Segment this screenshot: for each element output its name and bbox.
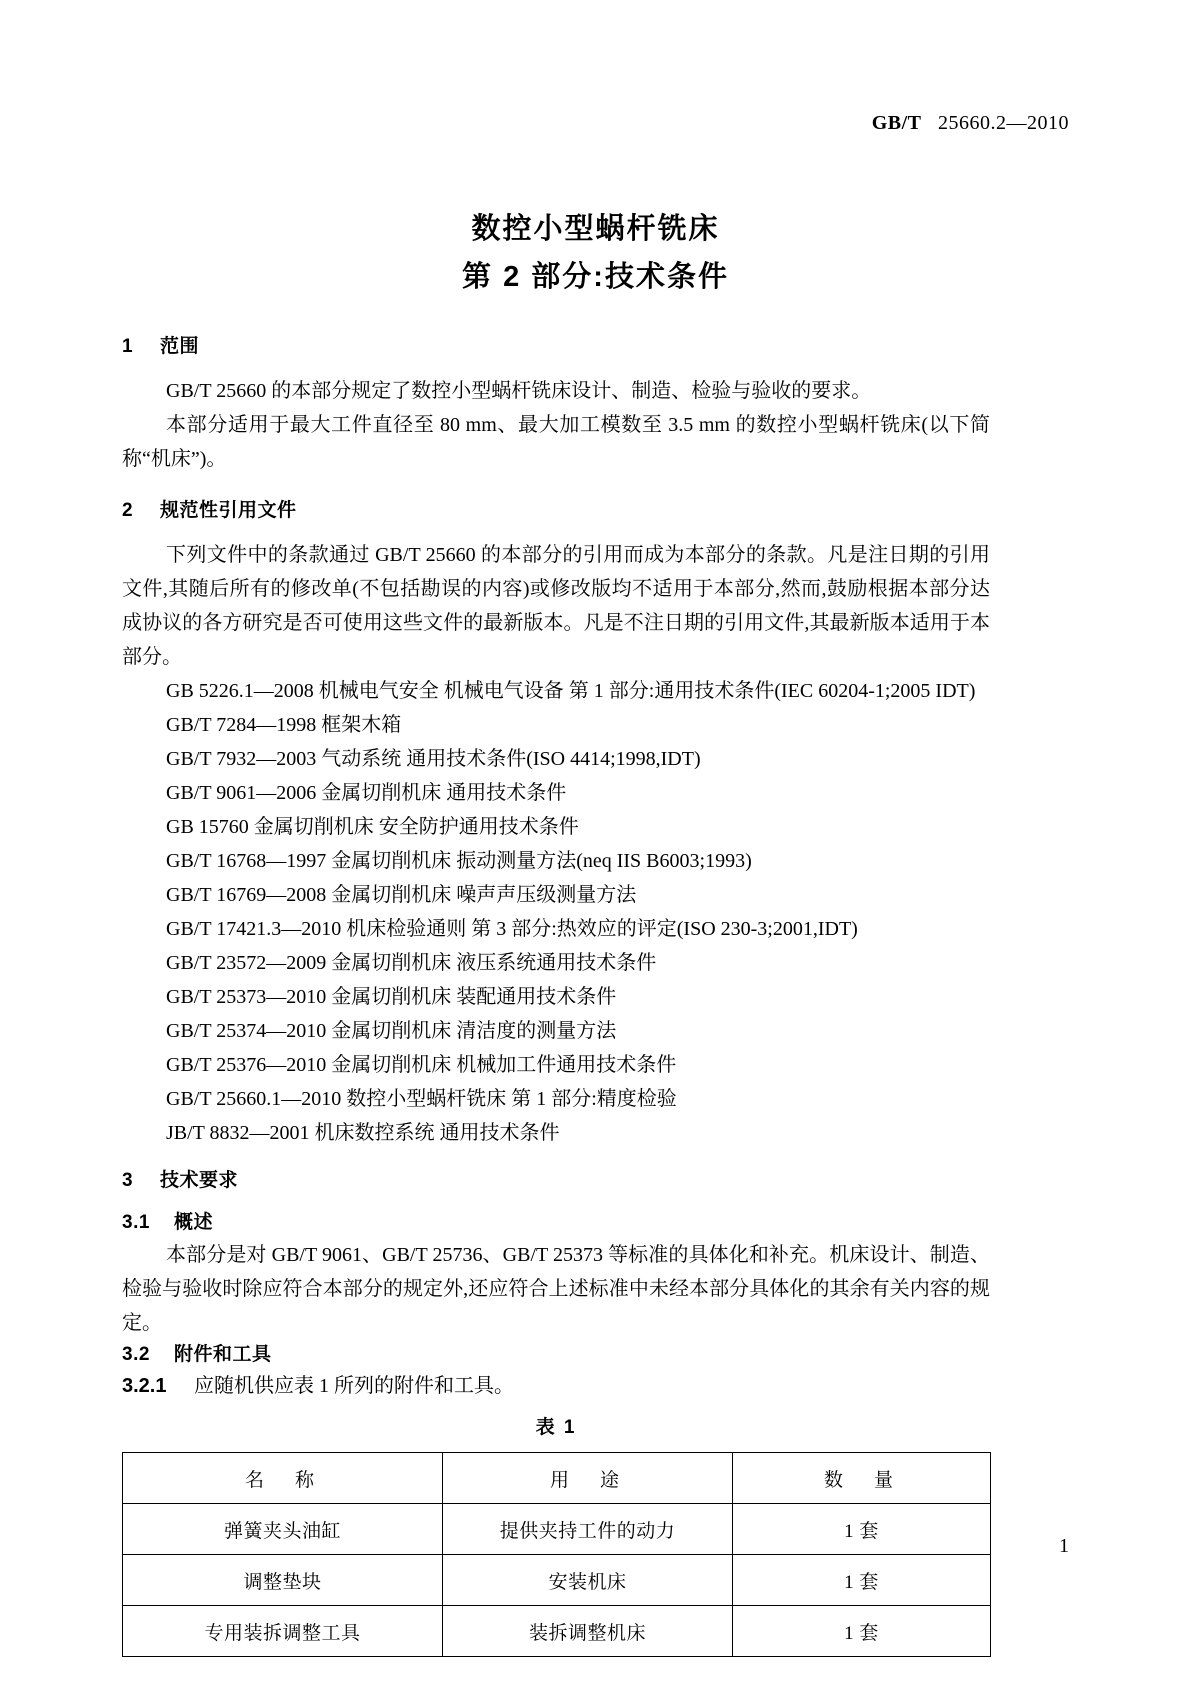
heading-clause-1 <box>122 332 990 362</box>
clause-2-number: 2 <box>122 500 134 521</box>
clause-3-2-number: 3.2 <box>122 1344 150 1365</box>
table-1-caption: 表 1 <box>535 1417 577 1438</box>
table-cell-purpose: 提供夹持工件的动力 <box>443 1504 733 1555</box>
table-row <box>123 1606 991 1657</box>
clause-1-title: 范围 <box>160 336 200 357</box>
table-header-cell: 数 量 <box>733 1453 991 1504</box>
clause-3-1-number: 3.1 <box>122 1212 150 1233</box>
reference-item: GB/T 23572—2009 金属切削机床 液压系统通用技术条件 <box>166 952 657 974</box>
reference-item: JB/T 8832—2001 机床数控系统 通用技术条件 <box>166 1122 560 1144</box>
title-line-2: 第 2 部分:技术条件 <box>462 261 729 293</box>
reference-item: GB/T 25376—2010 金属切削机床 机械加工件通用技术条件 <box>166 1054 677 1076</box>
clause-3-2-1-number: 3.2.1 <box>122 1375 167 1397</box>
header-standard-number: 25660.2—2010 <box>938 112 1069 134</box>
clause-3-2-1-text: 应随机供应表 1 所列的附件和工具。 <box>194 1375 514 1397</box>
reference-item: GB/T 9061—2006 金属切削机床 通用技术条件 <box>166 782 567 804</box>
table-cell-name: 调整垫块 <box>123 1555 443 1606</box>
reference-item: GB/T 25373—2010 金属切削机床 装配通用技术条件 <box>166 986 617 1008</box>
heading-clause-3-2 <box>122 1340 990 1370</box>
heading-clause-2 <box>122 496 990 526</box>
table-cell-purpose: 安装机床 <box>443 1555 733 1606</box>
document-title <box>0 205 1191 301</box>
reference-item: GB/T 16769—2008 金属切削机床 噪声声压级测量方法 <box>166 884 637 906</box>
clause-2-paragraph-1: 下列文件中的条款通过 GB/T 25660 的本部分的引用而成为本部分的条款。凡是注日期的引用文件,其随后所有的修改单(不包括勘误的内容)或修改版均不适用于本部分,然而,鼓励根据本部分达成协议的各方研究是否可使用这些文件的最新版本。凡是不注日期的引用文件,其最新版本适用于本部分。 <box>122 544 990 668</box>
document-body <box>122 332 990 1657</box>
reference-item: GB 15760 金属切削机床 安全防护通用技术条件 <box>166 816 579 838</box>
clause-2-title: 规范性引用文件 <box>160 500 297 521</box>
reference-item: GB 5226.1—2008 机械电气安全 机械电气设备 第 1 部分:通用技术条件(IEC 60204-1;2005 IDT) <box>166 680 976 702</box>
table-cell-name: 专用装拆调整工具 <box>123 1606 443 1657</box>
table-header-cell: 用 途 <box>443 1453 733 1504</box>
reference-item: GB/T 7932—2003 气动系统 通用技术条件(ISO 4414;1998,IDT) <box>166 748 701 770</box>
reference-item: GB/T 16768—1997 金属切削机床 振动测量方法(neq IIS B6003;1993) <box>166 850 752 872</box>
title-line-1: 数控小型蜗杆铣床 <box>471 213 720 245</box>
clause-1-paragraph-2: 本部分适用于最大工件直径至 80 mm、最大加工模数至 3.5 mm 的数控小型蜗杆铣床(以下简称“机床”)。 <box>122 414 990 470</box>
page-header <box>0 112 1069 135</box>
clause-3-2-title: 附件和工具 <box>174 1344 272 1365</box>
table-header-row <box>123 1453 991 1504</box>
table-cell-name: 弹簧夹头油缸 <box>123 1504 443 1555</box>
reference-item: GB/T 25374—2010 金属切削机床 清洁度的测量方法 <box>166 1020 617 1042</box>
heading-clause-3 <box>122 1166 990 1196</box>
header-standard-prefix: GB/T <box>871 112 922 134</box>
clause-3-1-paragraph-1: 本部分是对 GB/T 9061、GB/T 25736、GB/T 25373 等标准的具体化和补充。机床设计、制造、检验与验收时除应符合本部分的规定外,还应符合上述标准中未经本部分具体化的其余有关内容的规定。 <box>122 1244 990 1334</box>
reference-item: GB/T 17421.3—2010 机床检验通则 第 3 部分:热效应的评定(ISO 230-3;2001,IDT) <box>166 918 858 940</box>
clause-1-paragraph-1: GB/T 25660 的本部分规定了数控小型蜗杆铣床设计、制造、检验与验收的要求。 <box>166 380 872 402</box>
clause-3-2-1 <box>122 1370 990 1402</box>
table-cell-quantity: 1 套 <box>733 1504 991 1555</box>
clause-3-1-title: 概述 <box>174 1212 214 1233</box>
heading-clause-3-1 <box>122 1208 990 1238</box>
clause-1-number: 1 <box>122 336 134 357</box>
clause-3-title: 技术要求 <box>160 1170 239 1191</box>
table-cell-quantity: 1 套 <box>733 1555 991 1606</box>
page-number: 1 <box>1059 1535 1069 1557</box>
reference-item: GB/T 25660.1—2010 数控小型蜗杆铣床 第 1 部分:精度检验 <box>166 1088 677 1110</box>
table-header-cell: 名 称 <box>123 1453 443 1504</box>
reference-item: GB/T 7284—1998 框架木箱 <box>166 714 402 736</box>
table-row <box>123 1555 991 1606</box>
table-cell-quantity: 1 套 <box>733 1606 991 1657</box>
page-footer <box>0 1535 1069 1558</box>
clause-3-number: 3 <box>122 1170 134 1191</box>
table-cell-purpose: 装拆调整机床 <box>443 1606 733 1657</box>
